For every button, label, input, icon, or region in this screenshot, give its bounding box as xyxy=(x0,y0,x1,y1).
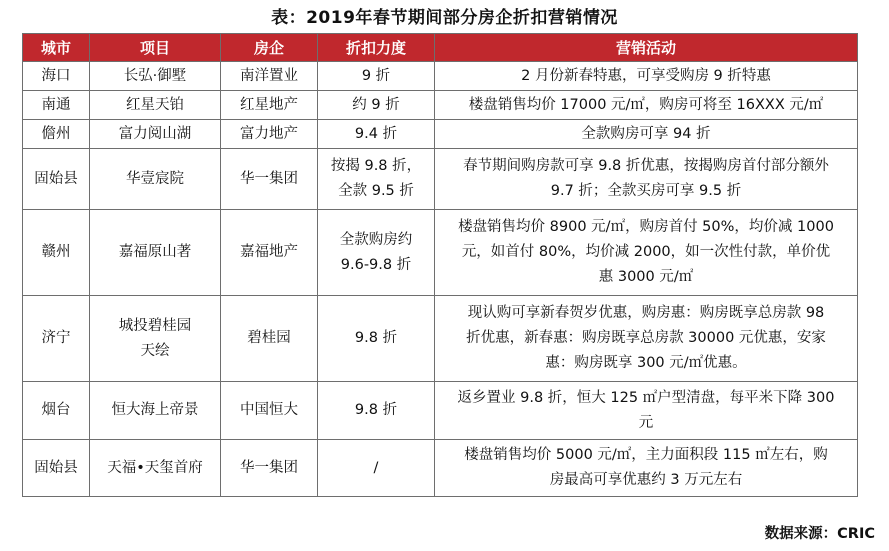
column-header-project: 项目 xyxy=(90,34,221,62)
table-row xyxy=(23,120,858,149)
cell-city: 儋州 xyxy=(23,120,90,149)
cell-project: 恒大海上帝景 xyxy=(90,382,221,440)
cell-city: 海口 xyxy=(23,62,90,91)
cell-developer: 碧桂园 xyxy=(221,296,318,382)
cell-city: 固始县 xyxy=(23,149,90,210)
discount-table xyxy=(22,33,858,497)
cell-discount: 9.4 折 xyxy=(318,120,435,149)
cell-discount: 9 折 xyxy=(318,62,435,91)
cell-activity: 楼盘销售均价 8900 元/㎡，购房首付 50%，均价减 1000 元，如首付 80%，均价减 2000，如一次性付款，单价优 惠 3000 元/㎡ xyxy=(435,210,858,296)
cell-discount: 全款购房约 9.6-9.8 折 xyxy=(318,210,435,296)
cell-project: 天福•天玺首府 xyxy=(90,440,221,497)
table-row xyxy=(23,210,858,296)
cell-project: 红星天铂 xyxy=(90,91,221,120)
cell-developer: 南洋置业 xyxy=(221,62,318,91)
cell-activity: 春节期间购房款可享 9.8 折优惠，按揭购房首付部分额外 9.7 折；全款买房可享 9.5 折 xyxy=(435,149,858,210)
cell-discount: 9.8 折 xyxy=(318,296,435,382)
cell-project: 华壹宸院 xyxy=(90,149,221,210)
cell-activity: 楼盘销售均价 17000 元/㎡，购房可将至 16XXX 元/㎡ xyxy=(435,91,858,120)
page-title: 表：2019年春节期间部分房企折扣营销情况 xyxy=(271,8,618,28)
cell-developer: 华一集团 xyxy=(221,440,318,497)
cell-discount: 9.8 折 xyxy=(318,382,435,440)
table-row xyxy=(23,296,858,382)
cell-project: 嘉福原山著 xyxy=(90,210,221,296)
table-row xyxy=(23,149,858,210)
table-row xyxy=(23,91,858,120)
cell-project: 城投碧桂园 天绘 xyxy=(90,296,221,382)
cell-city: 南通 xyxy=(23,91,90,120)
cell-developer: 红星地产 xyxy=(221,91,318,120)
cell-project: 富力阅山湖 xyxy=(90,120,221,149)
cell-activity: 现认购可享新春贺岁优惠，购房惠：购房既享总房款 98 折优惠，新春惠：购房既享总房款 30000 元优惠，安家 惠：购房既享 300 元/㎡优惠。 xyxy=(435,296,858,382)
cell-developer: 嘉福地产 xyxy=(221,210,318,296)
cell-city: 赣州 xyxy=(23,210,90,296)
cell-project: 长弘·御墅 xyxy=(90,62,221,91)
cell-activity: 全款购房可享 94 折 xyxy=(435,120,858,149)
column-header-city: 城市 xyxy=(23,34,90,62)
cell-developer: 华一集团 xyxy=(221,149,318,210)
cell-discount: 按揭 9.8 折， 全款 9.5 折 xyxy=(318,149,435,210)
cell-discount: 约 9 折 xyxy=(318,91,435,120)
cell-city: 烟台 xyxy=(23,382,90,440)
table-row xyxy=(23,382,858,440)
data-source-note: 数据来源：CRIC xyxy=(764,526,875,542)
table-row xyxy=(23,440,858,497)
table-header-row xyxy=(23,34,858,62)
cell-developer: 富力地产 xyxy=(221,120,318,149)
column-header-developer: 房企 xyxy=(221,34,318,62)
cell-activity: 2 月份新春特惠，可享受购房 9 折特惠 xyxy=(435,62,858,91)
table-row xyxy=(23,62,858,91)
cell-city: 固始县 xyxy=(23,440,90,497)
column-header-discount: 折扣力度 xyxy=(318,34,435,62)
cell-discount: / xyxy=(318,440,435,497)
cell-developer: 中国恒大 xyxy=(221,382,318,440)
cell-city: 济宁 xyxy=(23,296,90,382)
column-header-activity: 营销活动 xyxy=(435,34,858,62)
cell-activity: 楼盘销售均价 5000 元/㎡，主力面积段 115 ㎡左右，购 房最高可享优惠约 3 万元左右 xyxy=(435,440,858,497)
cell-activity: 返乡置业 9.8 折，恒大 125 ㎡户型清盘，每平米下降 300 元 xyxy=(435,382,858,440)
